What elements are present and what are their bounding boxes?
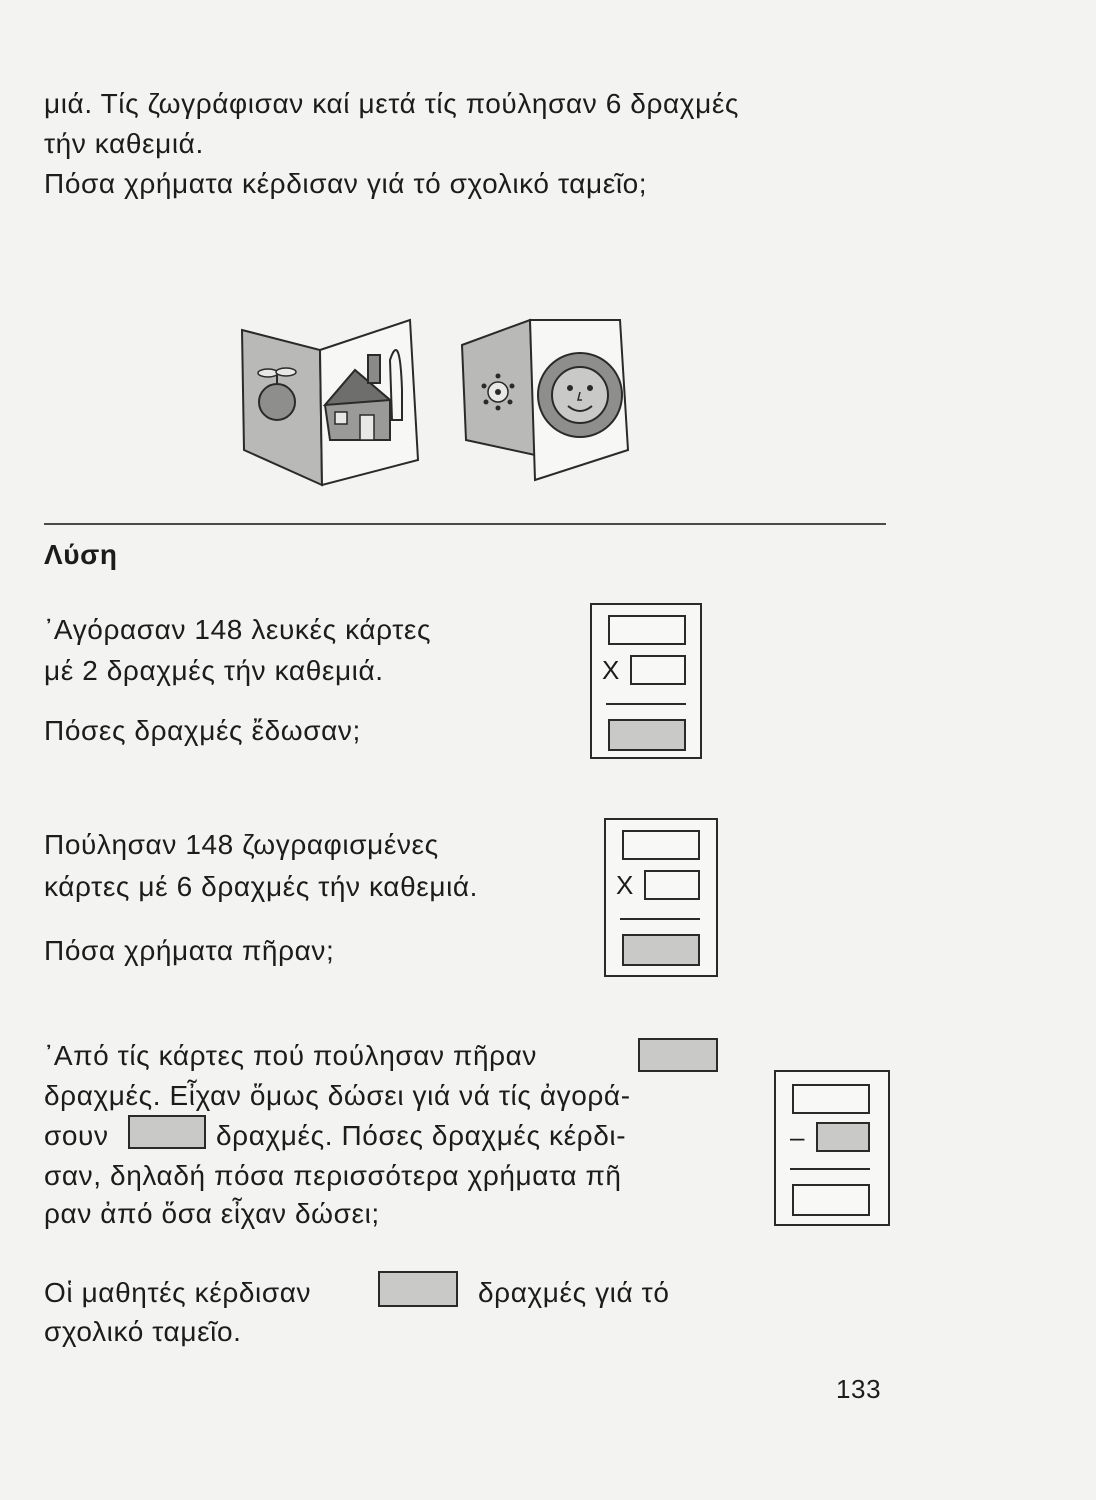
step2-multiply-sign: X [616, 870, 634, 900]
step1-result-field[interactable] [608, 719, 686, 751]
step3-subtraction-box [774, 1070, 890, 1226]
step2-line-2: κάρτες μέ 6 δραχμές τήν καθεμιά. [44, 871, 479, 902]
step3-spent-amount-field[interactable] [128, 1115, 206, 1149]
step3-line-2: δραχμές. Εἶχαν ὅμως δώσει γιά νά τίς ἀγορά- [44, 1080, 631, 1111]
step3-minus-sign: – [790, 1122, 805, 1152]
conclusion-line-1-end: δραχμές γιά τό [478, 1277, 670, 1308]
step1-result-line [606, 703, 686, 705]
intro-line-2: τήν καθεμιά. [44, 128, 204, 159]
flower-and-sun-card [462, 320, 628, 480]
step2-result-field[interactable] [622, 934, 700, 966]
step1-factor-1-field[interactable] [608, 615, 686, 645]
step2-question: Πόσα χρήματα πῆραν; [44, 935, 335, 966]
conclusion-line-2: σχολικό ταμεῖο. [44, 1316, 242, 1347]
step1-question: Πόσες δραχμές ἔδωσαν; [44, 715, 361, 746]
step2-result-line [620, 918, 700, 920]
step3-line-4: σαν, δηλαδή πόσα περισσότερα χρήματα πῆ [44, 1160, 622, 1191]
step3-result-field[interactable] [792, 1184, 870, 1216]
section-divider [44, 523, 886, 525]
greeting-cards-illustration [230, 300, 650, 500]
step3-line-3-start: σουν [44, 1120, 109, 1151]
step3-line-1: ᾿Από τίς κάρτες πού πούλησαν πῆραν [44, 1040, 538, 1071]
step1-line-1: ᾿Αγόρασαν 148 λευκές κάρτες [44, 614, 432, 645]
step2-factor-1-field[interactable] [622, 830, 700, 860]
step1-line-2: μέ 2 δραχμές τήν καθεμιά. [44, 655, 384, 686]
solution-heading: Λύση [44, 539, 118, 570]
step2-line-1: Πούλησαν 148 ζωγραφισμένες [44, 829, 439, 860]
step3-result-line [790, 1168, 870, 1170]
conclusion-profit-field[interactable] [378, 1271, 458, 1307]
intro-question: Πόσα χρήματα κέρδισαν γιά τό σχολικό ταμεῖο; [44, 168, 648, 199]
step2-factor-2-field[interactable] [644, 870, 700, 900]
step3-line-5: ραν ἀπό ὅσα εἶχαν δώσει; [44, 1198, 380, 1229]
step1-multiply-sign: X [602, 655, 620, 685]
intro-line-1: μιά. Τίς ζωγράφισαν καί μετά τίς πούλησαν 6 δραχμές [44, 88, 739, 119]
conclusion-line-1-start: Οἱ μαθητές κέρδισαν [44, 1277, 312, 1308]
step2-multiplication-box [604, 818, 718, 977]
step3-received-amount-field[interactable] [638, 1038, 718, 1072]
sun-icon [538, 353, 622, 437]
step3-minuend-field[interactable] [792, 1084, 870, 1114]
fruit-and-house-card [242, 320, 418, 485]
step3-line-3-end: δραχμές. Πόσες δραχμές κέρδι- [216, 1120, 627, 1151]
step3-subtrahend-field[interactable] [816, 1122, 870, 1152]
step1-multiplication-box [590, 603, 702, 759]
step1-factor-2-field[interactable] [630, 655, 686, 685]
page-number: 133 [836, 1374, 882, 1404]
orange-fruit-icon [258, 368, 296, 420]
